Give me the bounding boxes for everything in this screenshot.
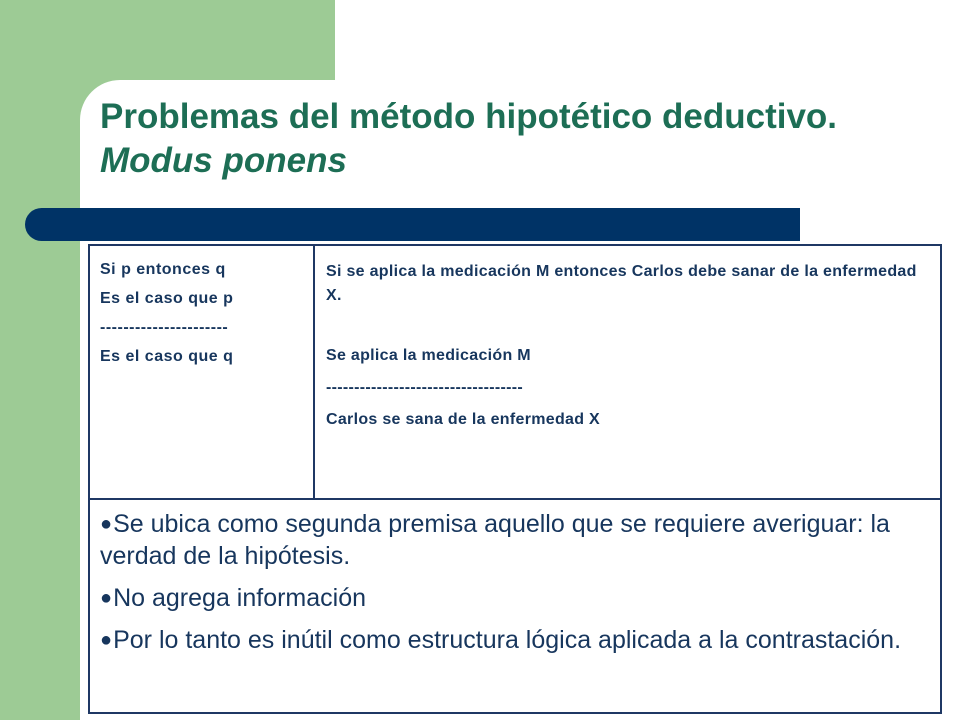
bullet-item: [100, 624, 930, 656]
green-decor-strip: [0, 0, 80, 720]
schema-line-3: Es el caso que q: [100, 348, 234, 365]
title-main: Problemas del método hipotético deductivo.: [100, 97, 838, 136]
schema-line-2: Es el caso que p: [100, 290, 234, 307]
slide-title: [100, 95, 920, 183]
example-separator: -----------------------------------: [326, 379, 523, 396]
bullet-dot-icon: ●: [100, 629, 113, 651]
bullet-item: [100, 508, 930, 572]
schema-line-1: Si p entonces q: [100, 261, 226, 278]
table-divider: [90, 498, 940, 500]
example-premise-2: Se aplica la medicación M: [326, 347, 531, 364]
schema-separator: ----------------------: [100, 319, 229, 336]
bullet-list: [100, 508, 930, 666]
bullet-text: Se ubica como segunda premisa aquello que se requiere averiguar: la verdad de la hipótesis.: [100, 510, 890, 570]
title-underline-bar: [25, 208, 800, 241]
title-italic: Modus ponens: [100, 141, 347, 180]
example-conclusion: Carlos se sana de la enfermedad X: [326, 411, 601, 428]
example-premise-1: Si se aplica la medicación M entonces Carlos debe sanar de la enfermedad X.: [326, 263, 917, 304]
bullet-text: Por lo tanto es inútil como estructura lógica aplicada a la contrastación.: [113, 626, 902, 654]
example-cell: [315, 246, 940, 498]
bullet-text: No agrega información: [113, 584, 367, 612]
bullet-dot-icon: ●: [100, 513, 113, 535]
schema-cell: [90, 246, 315, 498]
logic-table: [88, 244, 942, 714]
bullet-dot-icon: ●: [100, 587, 113, 609]
bullet-item: [100, 582, 930, 614]
